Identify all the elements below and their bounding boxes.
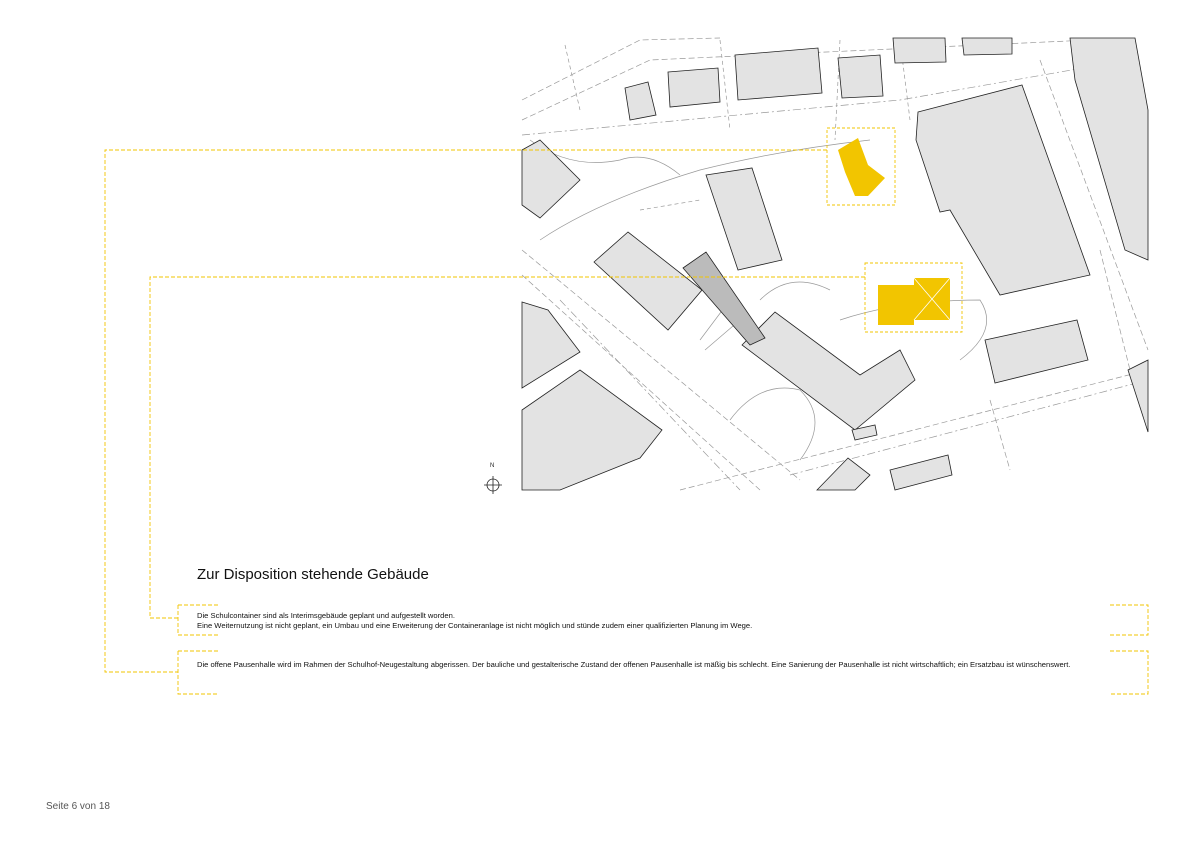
page-number: Seite 6 von 18 bbox=[46, 801, 110, 812]
schulcontainer-building bbox=[878, 285, 914, 325]
north-arrow-icon bbox=[484, 476, 502, 494]
section-title: Zur Disposition stehende Gebäude bbox=[197, 566, 429, 583]
pausenhalle-building bbox=[838, 138, 885, 196]
container-note-line-1: Die Schulcontainer sind als Interimsgebäude geplant und aufgestellt worden. bbox=[197, 611, 455, 620]
container-note-line-2: Eine Weiternutzung ist nicht geplant, ein Umbau und eine Erweiterung der Containeranlage ist nicht möglich und stünde zudem einer qualifizierten Planung im Wege. bbox=[197, 621, 753, 630]
buildings bbox=[522, 38, 1148, 490]
pausenhalle-note-text: Die offene Pausenhalle wird im Rahmen der Schulhof-Neugestaltung abgerissen. Der bauliche und gestalterische Zustand der offenen Pausenhalle ist mäßig bis schlecht. Eine Sanierung der Pausenhalle ist nicht wirtschaftlich; ein Ersatzbau ist wünschenswert. bbox=[197, 660, 1071, 669]
container-note bbox=[197, 611, 1127, 631]
pausenhalle-note bbox=[197, 660, 1147, 670]
north-label: N bbox=[490, 463, 495, 469]
